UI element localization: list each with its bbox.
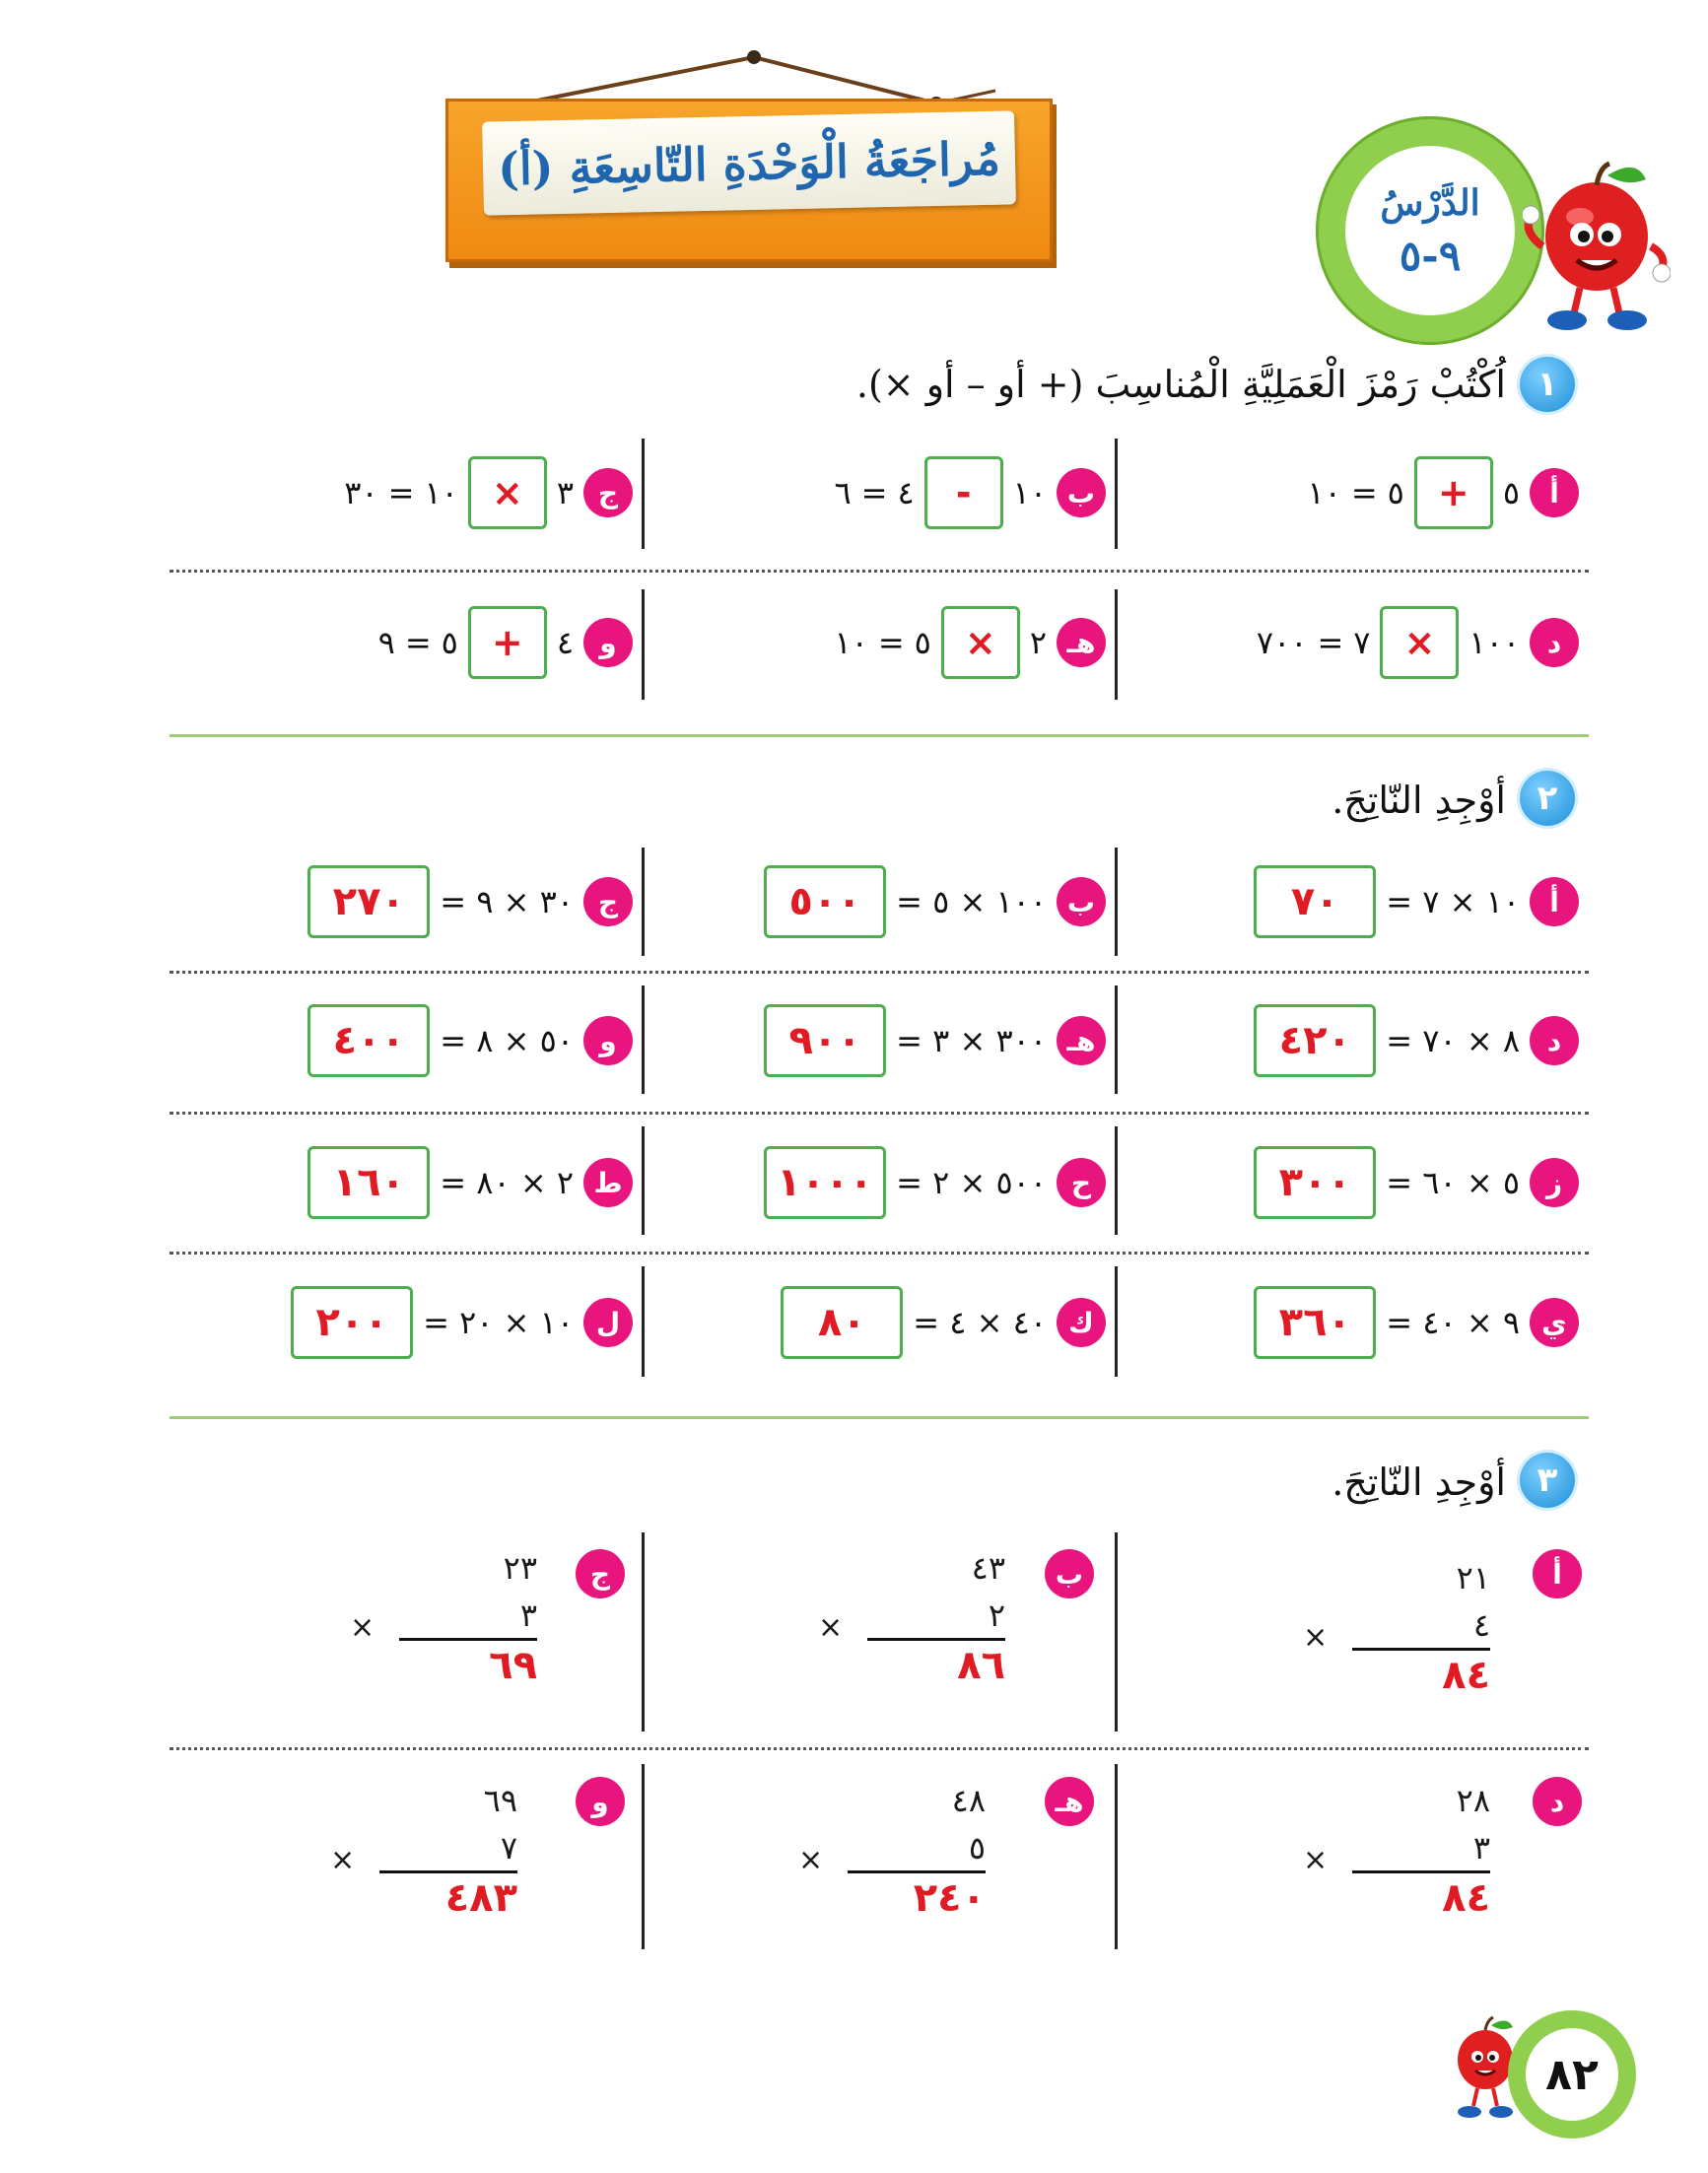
expression: ٣٠ × ٩ = — [440, 883, 574, 920]
item-letter: و — [583, 1016, 633, 1065]
expression: ٢ × ٨٠ = — [440, 1164, 574, 1201]
section-3-instruction: أوْجِدِ النّاتِجَ. — [1332, 1460, 1506, 1504]
operand-b: ٧ — [1353, 624, 1371, 661]
equals-sign: = — [860, 474, 888, 511]
item-letter: د — [1533, 1777, 1582, 1826]
times-sign: × — [818, 1610, 844, 1645]
item-letter: ج — [583, 877, 633, 926]
result-value: ٧٠٠ — [1256, 624, 1308, 661]
expression: ٥٠٠ × ٢ = — [896, 1164, 1047, 1201]
section-1-row-1 — [170, 434, 1589, 552]
product-answer[interactable]: ٢٤٠ — [913, 1875, 986, 1921]
multiplicand: ٢٣ — [503, 1549, 537, 1587]
s2-item-d — [1254, 1004, 1579, 1077]
column-divider — [642, 848, 645, 956]
operand-b: ٥ — [914, 624, 931, 661]
expression: ١٠ × ٧ = — [1386, 883, 1520, 920]
expression: ٥٠ × ٨ = — [440, 1022, 574, 1059]
operand-b: ١٠ — [424, 474, 458, 511]
answer-box[interactable]: ٤٠٠ — [307, 1004, 430, 1077]
s2-item-l — [291, 1286, 633, 1359]
times-sign: × — [330, 1843, 356, 1877]
multiplier: ٣ — [1352, 1829, 1490, 1873]
operator-answer-box[interactable]: - — [924, 456, 1003, 529]
section-2-row-1 — [170, 843, 1589, 961]
s3-item-b — [818, 1549, 1005, 1688]
section-2-instruction: أوْجِدِ النّاتِجَ. — [1332, 779, 1506, 822]
item-letter: أ — [1530, 468, 1579, 517]
operand-a: ١٠ — [1012, 474, 1047, 511]
equals-sign: = — [877, 624, 905, 661]
operand-b: ٤ — [897, 474, 915, 511]
times-sign: × — [798, 1843, 824, 1877]
column-divider — [1115, 589, 1118, 700]
column-divider — [642, 1266, 645, 1377]
multiplier: ٥ — [848, 1829, 986, 1873]
section-2-badge: ٢ — [1520, 771, 1575, 826]
s3-item-a — [1303, 1559, 1490, 1698]
page-title: مُراجَعَةُ الْوَحْدَةِ التّاسِعَةِ (أ) — [497, 131, 1001, 195]
equals-sign: = — [1317, 624, 1344, 661]
item-letter: د — [1530, 1016, 1579, 1065]
column-divider — [1115, 1532, 1118, 1732]
item-letter: ب — [1057, 877, 1106, 926]
s2-item-c — [307, 865, 633, 938]
item-letter: ط — [583, 1158, 633, 1207]
operator-answer-box[interactable]: × — [1380, 606, 1459, 679]
multiplier: ٣ — [399, 1596, 537, 1641]
multiplicand: ٢١ — [1456, 1559, 1490, 1596]
item-letter: د — [1530, 618, 1579, 667]
answer-box[interactable]: ١٦٠ — [307, 1146, 430, 1219]
s2-item-k — [781, 1286, 1106, 1359]
item-letter: و — [583, 618, 633, 667]
row-divider — [170, 570, 1589, 573]
column-divider — [1115, 439, 1118, 549]
column-divider — [1115, 1126, 1118, 1235]
row-divider — [170, 971, 1589, 974]
multiplier: ٤ — [1352, 1606, 1490, 1651]
lesson-number: ٩-٥ — [1399, 231, 1462, 280]
s1-item-f — [378, 606, 633, 679]
column-divider — [1115, 848, 1118, 956]
product-answer[interactable]: ٨٤ — [1442, 1653, 1490, 1698]
item-letter: و — [576, 1777, 625, 1826]
column-divider — [642, 1126, 645, 1235]
column-divider — [1115, 1266, 1118, 1377]
expression: ٥ × ٦٠ = — [1386, 1164, 1520, 1201]
operator-answer-box[interactable]: + — [468, 606, 547, 679]
product-answer[interactable]: ٦٩ — [489, 1643, 537, 1688]
expression: ١٠٠ × ٥ = — [896, 883, 1047, 920]
answer-box[interactable]: ٣٠٠ — [1254, 1146, 1376, 1219]
s2-item-e — [764, 1004, 1106, 1077]
times-sign: × — [350, 1610, 376, 1645]
column-divider — [1115, 1764, 1118, 1949]
s2-item-j — [1254, 1286, 1579, 1359]
operand-a: ٥ — [1502, 474, 1520, 511]
row-divider — [170, 1112, 1589, 1115]
section-1-badge: ١ — [1520, 357, 1575, 412]
expression: ٨ × ٧٠ = — [1386, 1022, 1520, 1059]
multiplier: ٢ — [867, 1596, 1005, 1641]
equals-sign: = — [404, 624, 432, 661]
section-2-row-4 — [170, 1263, 1589, 1382]
product-answer[interactable]: ٤٨٣ — [444, 1875, 517, 1921]
operand-a: ٤ — [556, 624, 574, 661]
multiplicand: ٤٣ — [971, 1549, 1005, 1587]
answer-box[interactable]: ١٠٠٠ — [764, 1146, 886, 1219]
item-letter: هـ — [1045, 1777, 1094, 1826]
row-divider — [170, 1747, 1589, 1750]
times-sign: × — [1303, 1620, 1329, 1655]
s2-item-h — [764, 1146, 1106, 1219]
multiplicand: ٦٩ — [483, 1782, 517, 1819]
operator-answer-box[interactable]: × — [468, 456, 547, 529]
s1-item-c — [344, 456, 633, 529]
s2-item-f — [307, 1004, 633, 1077]
column-divider — [642, 589, 645, 700]
section-1-row-2 — [170, 583, 1589, 702]
multiplier: ٧ — [379, 1829, 517, 1873]
item-letter: ل — [583, 1298, 633, 1347]
answer-box[interactable]: ٢٧٠ — [307, 865, 430, 938]
operator-answer-box[interactable]: + — [1414, 456, 1493, 529]
item-letter: ي — [1530, 1298, 1579, 1347]
row-divider — [170, 1252, 1589, 1255]
item-letter: ج — [576, 1549, 625, 1598]
answer-box[interactable]: ٥٠٠ — [764, 865, 886, 938]
result-value: ٣٠ — [344, 474, 378, 511]
answer-box[interactable]: ٣٦٠ — [1254, 1286, 1376, 1359]
s3-item-f — [330, 1782, 517, 1921]
item-letter: هـ — [1057, 1016, 1106, 1065]
column-divider — [1115, 985, 1118, 1094]
section-separator — [170, 1416, 1589, 1419]
title-paper — [482, 110, 1016, 215]
answer-box[interactable]: ٨٠ — [781, 1286, 903, 1359]
product-answer[interactable]: ٨٦ — [957, 1643, 1005, 1688]
s3-item-c — [350, 1549, 537, 1688]
item-letter: ب — [1045, 1549, 1094, 1598]
s1-item-a — [1307, 456, 1579, 529]
column-divider — [642, 439, 645, 549]
answer-box[interactable]: ٤٢٠ — [1254, 1004, 1376, 1077]
s2-item-i — [307, 1146, 633, 1219]
s2-item-g — [1254, 1146, 1579, 1219]
result-value: ١٠ — [1307, 474, 1341, 511]
column-divider — [642, 1532, 645, 1732]
operator-answer-box[interactable]: × — [941, 606, 1020, 679]
item-letter: ح — [1057, 1158, 1106, 1207]
item-letter: أ — [1530, 877, 1579, 926]
equals-sign: = — [387, 474, 415, 511]
answer-box[interactable]: ٧٠ — [1254, 865, 1376, 938]
lesson-label: الدَّرْسُ — [1380, 181, 1480, 224]
expression: ٤٠ × ٤ = — [913, 1304, 1047, 1341]
operand-a: ١٠٠ — [1469, 624, 1520, 661]
s3-item-d — [1303, 1782, 1490, 1921]
section-2-row-3 — [170, 1123, 1589, 1242]
section-1-instruction: اُكْتُبْ رَمْزَ الْعَمَلِيَّةِ الْمُناسِبَ (+ أو – أو ×). — [855, 363, 1506, 406]
item-letter: ك — [1057, 1298, 1106, 1347]
answer-box[interactable]: ٢٠٠ — [291, 1286, 413, 1359]
lesson-badge — [1345, 146, 1515, 315]
s1-item-b — [834, 456, 1106, 529]
s1-item-e — [834, 606, 1106, 679]
item-letter: هـ — [1057, 618, 1106, 667]
page-number-badge — [1526, 2028, 1618, 2121]
apple-mascot-icon — [1523, 158, 1671, 335]
operand-b: ٥ — [441, 624, 458, 661]
section-3-badge: ٣ — [1520, 1453, 1575, 1508]
product-answer[interactable]: ٨٤ — [1442, 1875, 1490, 1921]
operand-b: ٥ — [1387, 474, 1404, 511]
expression: ١٠ × ٢٠ = — [423, 1304, 574, 1341]
multiplicand: ٤٨ — [951, 1782, 986, 1819]
s2-item-b — [764, 865, 1106, 938]
column-divider — [642, 985, 645, 1094]
operand-a: ٣ — [556, 474, 574, 511]
s2-item-a — [1254, 865, 1579, 938]
expression: ٣٠٠ × ٣ = — [896, 1022, 1047, 1059]
column-divider — [642, 1764, 645, 1949]
section-separator — [170, 734, 1589, 737]
result-value: ١٠ — [834, 624, 868, 661]
item-letter: ز — [1530, 1158, 1579, 1207]
answer-box[interactable]: ٩٠٠ — [764, 1004, 886, 1077]
equals-sign: = — [1350, 474, 1378, 511]
multiplicand: ٢٨ — [1456, 1782, 1490, 1819]
section-2-row-2 — [170, 982, 1589, 1100]
expression: ٩ × ٤٠ = — [1386, 1304, 1520, 1341]
s3-item-e — [798, 1782, 986, 1921]
times-sign: × — [1303, 1843, 1329, 1877]
item-letter: ب — [1057, 468, 1106, 517]
item-letter: ج — [583, 468, 633, 517]
item-letter: أ — [1533, 1549, 1582, 1598]
result-value: ٩ — [377, 624, 395, 661]
operand-a: ٢ — [1029, 624, 1047, 661]
result-value: ٦ — [834, 474, 852, 511]
page-number: ٨٢ — [1545, 2049, 1599, 2100]
s1-item-d — [1257, 606, 1579, 679]
